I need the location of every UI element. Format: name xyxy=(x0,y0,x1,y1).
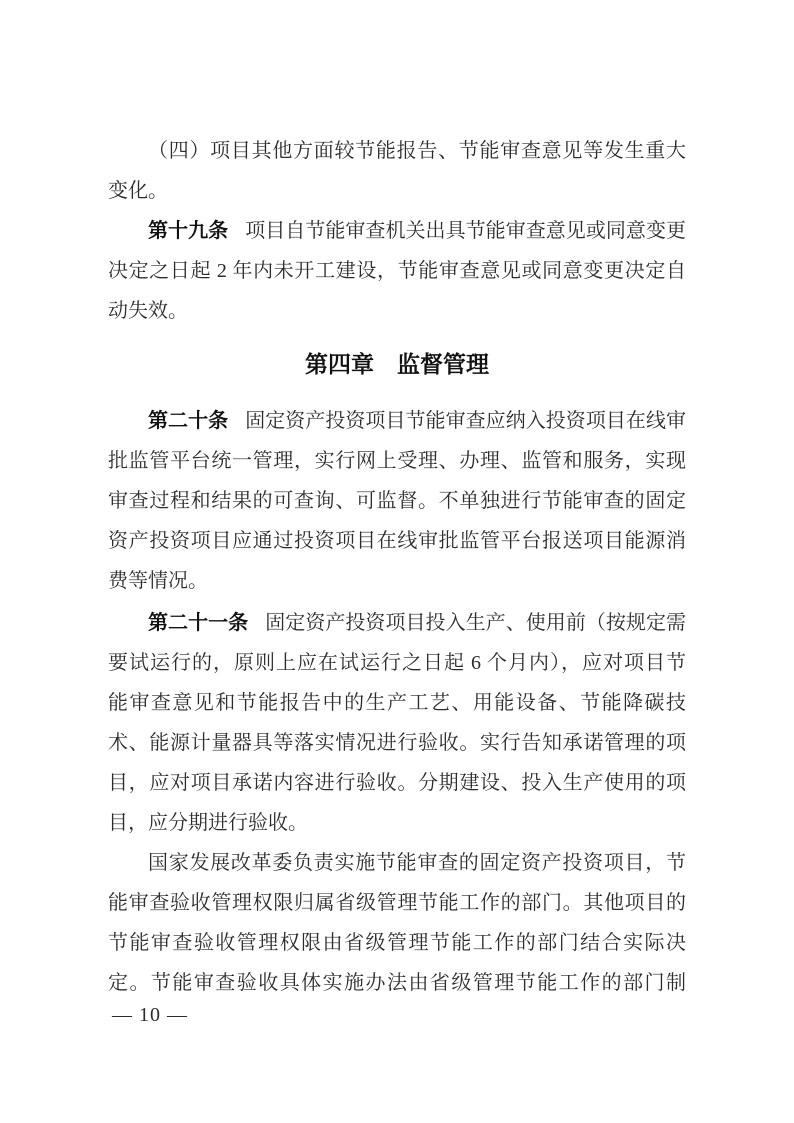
text-line: 变化。 xyxy=(108,180,168,202)
paragraph-item-4 xyxy=(108,131,686,211)
line-text: 固定资产投资项目投入生产、使用前（按规定需 xyxy=(265,612,686,634)
text-line: 动失效。 xyxy=(108,300,188,322)
text-line: 节能审查验收管理权限由省级管理节能工作的部门结合实际决 xyxy=(108,932,686,954)
text-line: 能审查意见和节能报告中的生产工艺、用能设备、节能降碳技 xyxy=(108,692,686,714)
paragraph-ndrc xyxy=(108,843,686,1003)
text-line: 审查过程和结果的可查询、可监督。不单独进行节能审查的固定 xyxy=(108,490,686,512)
text-line xyxy=(108,603,686,643)
chapter-heading: 第四章 监督管理 xyxy=(305,351,489,377)
text-line: 目，应分期进行验收。 xyxy=(108,812,308,834)
text-line: 资产投资项目应通过投资项目在线审批监管平台报送项目能源消 xyxy=(108,530,686,552)
text-line: 国家发展改革委负责实施节能审查的固定资产投资项目，节 xyxy=(148,852,686,874)
article-number: 第二十一条 xyxy=(148,612,249,634)
text-line xyxy=(108,401,686,441)
text-line: 术、能源计量器具等落实情况进行验收。实行告知承诺管理的项 xyxy=(108,732,686,754)
line-text: 固定资产投资项目节能审查应纳入投资项目在线审 xyxy=(245,410,686,432)
text-line: 费等情况。 xyxy=(108,570,208,592)
article-number: 第十九条 xyxy=(148,220,229,242)
article-number: 第二十条 xyxy=(148,410,229,432)
paragraph-article-19 xyxy=(108,211,686,331)
text-line: 决定之日起 2 年内未开工建设，节能审查意见或同意变更决定自 xyxy=(108,260,686,282)
text-line: 目，应对项目承诺内容进行验收。分期建设、投入生产使用的项 xyxy=(108,772,686,794)
text-line: 批监管平台统一管理，实行网上受理、办理、监管和服务，实现 xyxy=(108,450,686,472)
page-number: — 10 — xyxy=(112,1004,188,1026)
text-line xyxy=(108,211,686,251)
text-line: 定。节能审查验收具体实施办法由省级管理节能工作的部门制 xyxy=(108,972,686,994)
line-text: 项目自节能审查机关出具节能审查意见或同意变更 xyxy=(245,220,686,242)
paragraph-article-21 xyxy=(108,603,686,843)
text-line: 要试运行的，原则上应在试运行之日起 6 个月内），应对项目节 xyxy=(108,652,686,674)
text-line: 能审查验收管理权限归属省级管理节能工作的部门。其他项目的 xyxy=(108,892,686,914)
paragraph-article-20 xyxy=(108,401,686,601)
text-line: （四）项目其他方面较节能报告、节能审查意见等发生重大 xyxy=(148,140,686,162)
